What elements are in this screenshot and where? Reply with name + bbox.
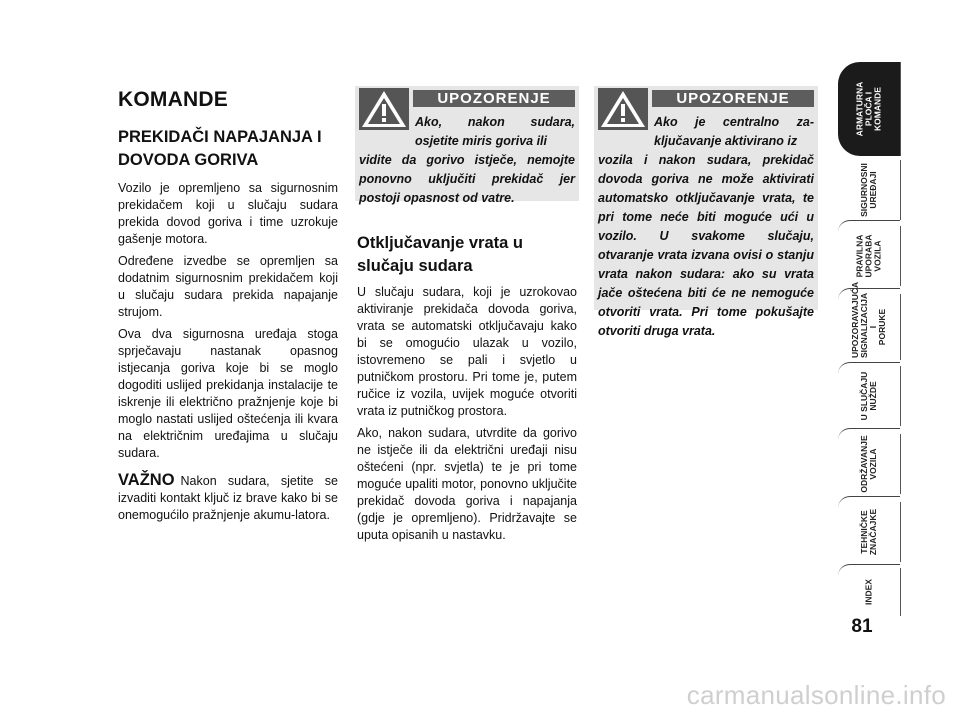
- warning-header: UPOZORENJE: [652, 90, 814, 107]
- paragraph: Vozilo je opremljeno sa sigurnosnim prekidačem koji u slučaju sudara prekida dovod goriva i time uzrokuje gašenje motora.: [118, 181, 338, 246]
- warning-first-line: Ako je centralno za-ključavanje aktivirano iz: [654, 115, 814, 148]
- paragraph: U slučaju sudara, koji je uzrokovao aktiviranje prekidača dovoda goriva, vrata se automatski otključavaju kako bi se omogućio ulazak u vozilo, istovremeno se pali i svjetlo u putničkom prostoru. Pri tome je, putem ručice iz vozila, uvijek moguće otvoriti vrata iz putničkog prostora.: [357, 285, 577, 418]
- tab-label: UPOZORAVAJUĆA SIGNALIZACIJA I PORUKE: [850, 281, 887, 358]
- tab-label: PRAVILNA UPORABA VOZILA: [854, 234, 883, 278]
- warning-text: [359, 113, 575, 208]
- warning-body: vozila i nakon sudara, prekidač dovoda goriva ne može aktivirati automatsko otključavanje vrata, te pri tome neće biti moguće ući u vozilo. U svakome slučaju, otvaranje vrata izvana ovisi o stanju vrata nakon sudara: ako su vrata jače oštećena biti će ne nemoguće otvoriti vrata. Pri tome pokušajte otvoriti druga vrata.: [598, 153, 814, 338]
- section-title: PREKIDAČI NAPAJANJA I DOVODA GORIVA: [118, 128, 322, 169]
- tab-label: ARMATURNA PLOČA I KOMANDE: [854, 81, 883, 137]
- middle-column: [357, 232, 577, 549]
- tab-upozoravajuca-signalizacija[interactable]: [838, 281, 901, 360]
- tab-label: TEHNIČKE ZNAČAJKE: [859, 508, 878, 556]
- important-note: [118, 472, 338, 524]
- chapter-tabs: [838, 60, 900, 620]
- watermark: carmanualsonline.info: [686, 680, 946, 710]
- tab-u-slucaju-nuzde[interactable]: [838, 366, 901, 426]
- warning-box-fuel: [355, 86, 579, 205]
- left-column: [118, 88, 338, 529]
- tab-label: ODRŽAVANJE VOZILA: [859, 435, 878, 493]
- warning-text: [598, 113, 814, 341]
- important-label: VAŽNO: [118, 471, 175, 489]
- warning-header: UPOZORENJE: [413, 90, 575, 107]
- tab-label: U SLUČAJU NUŽDE: [859, 371, 878, 421]
- tab-label: SIGURNOSNI UREĐAJI: [859, 163, 878, 217]
- warning-box-locking: [594, 86, 818, 338]
- paragraph: Ako, nakon sudara, utvrdite da gorivo ne istječe ili da električni uređaji nisu oštećeni (npr. svjetla) te je pri tome moguće upaliti motor, ponovno uključite prekidač dovoda goriva i napajanja (gdje je opremljeno). Pridržavajte se uputa opisanih u nastavku.: [357, 426, 577, 542]
- tab-label: INDEX: [863, 579, 874, 605]
- tab-armaturna-ploca[interactable]: [838, 62, 901, 156]
- tab-tehnicke-znacajke[interactable]: [838, 502, 901, 562]
- important-text: Nakon sudara, sjetite se izvaditi kontakt ključ iz brave kako bi se onemogućilo pražnjenje akumu-latora.: [118, 474, 338, 522]
- warning-body: vidite da gorivo istječe, nemojte ponovno uključiti prekidač jer postoji opasnost od vatre.: [359, 153, 575, 205]
- paragraph: Određene izvedbe se opremljen sa dodatnim sigurnosnim prekidačem koji u slučaju sudara prekida napajanje strujom.: [118, 254, 338, 319]
- tab-odrzavanje-vozila[interactable]: [838, 434, 901, 494]
- tab-pravilna-uporaba[interactable]: [838, 226, 901, 286]
- warning-first-line: Ako, nakon sudara, osjetite miris goriva ili: [415, 115, 575, 148]
- paragraph: Ova dva sigurnosna uređaja stoga sprječavaju nastanak opasnog istjecanja goriva koje bi se moglo dogoditi uslijed prekidanja instalacije te iskrenje ili električno pražnjenje koje bi moglo nastati uslijed oštećenja ili kvara na električnim uređajima u slučaju sudara.: [118, 327, 338, 460]
- section-title: Otključavanje vrata u slučaju sudara: [357, 234, 523, 275]
- page-number: 81: [851, 616, 873, 637]
- tab-sigurnosni-uredaji[interactable]: [838, 160, 901, 220]
- tab-index[interactable]: [838, 568, 901, 616]
- page-title: KOMANDE: [118, 88, 228, 111]
